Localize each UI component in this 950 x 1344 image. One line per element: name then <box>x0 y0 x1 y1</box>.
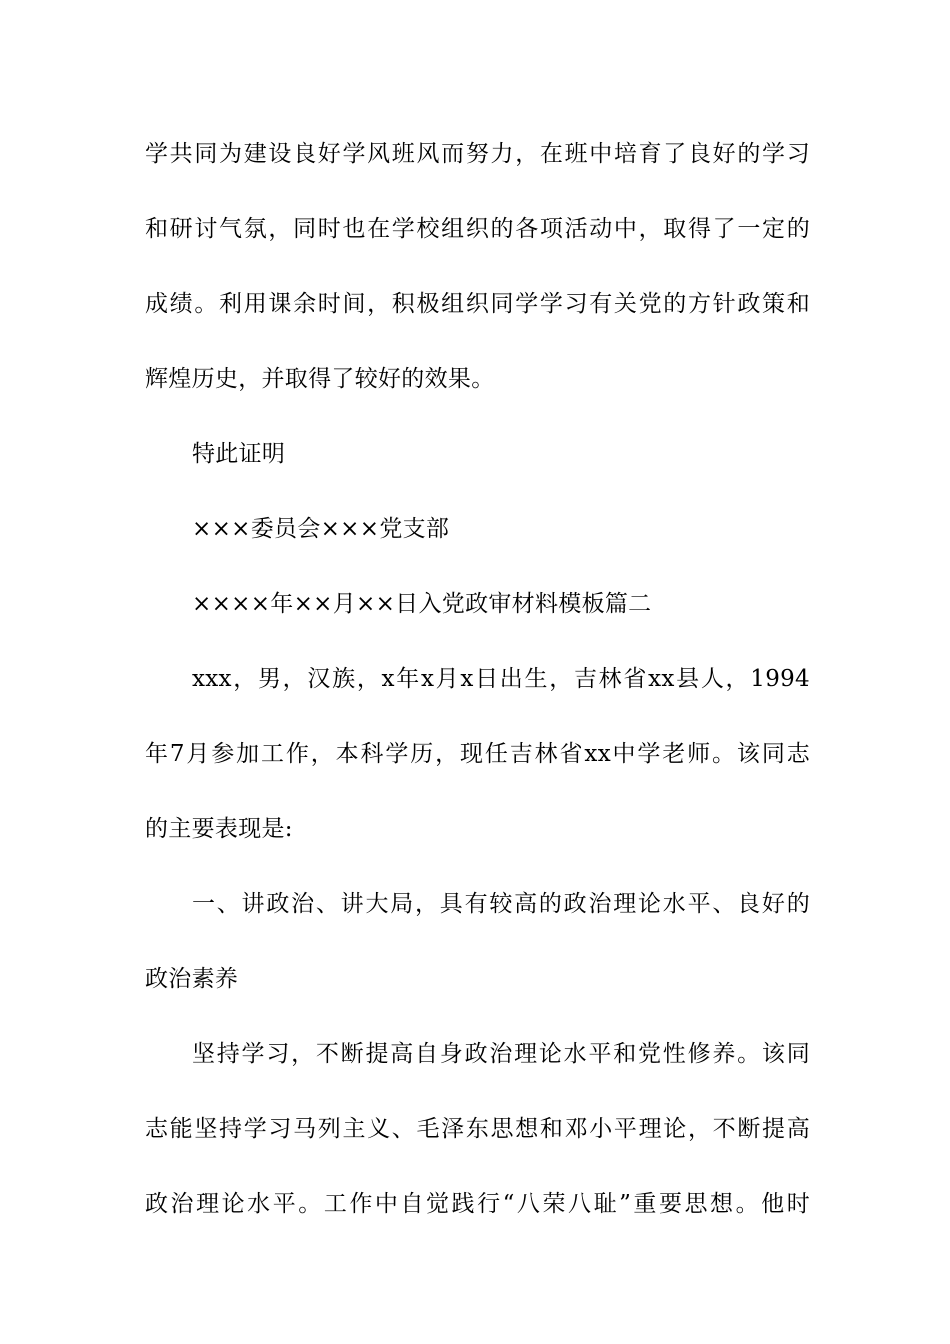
paragraph-line: 的主要表现是: <box>145 816 293 842</box>
paragraph-line: 志能坚持学习马列主义、毛泽东思想和邓小平理论，不断提高 <box>145 1116 810 1142</box>
paragraph-line: 坚持学习，不断提高自身政治理论水平和党性修养。该同 <box>192 1041 810 1067</box>
paragraph-line: 和研讨气氛，同时也在学校组织的各项活动中，取得了一定的 <box>145 216 810 242</box>
certification-phrase: 特此证明 <box>192 441 286 467</box>
document-body <box>145 128 810 1253</box>
date-and-section-title: ××××年××月××日入党政审材料模板篇二 <box>192 591 652 617</box>
section-heading: 一、讲政治、讲大局，具有较高的政治理论水平、良好的 <box>192 891 810 917</box>
paragraph-line: 年7月参加工作，本科学历，现任吉林省xx中学老师。该同志 <box>145 741 810 767</box>
section-heading: 政治素养 <box>145 966 239 992</box>
paragraph-line: 辉煌历史，并取得了较好的效果。 <box>145 366 495 392</box>
paragraph-line: 学共同为建设良好学风班风而努力，在班中培育了良好的学习 <box>145 141 810 167</box>
paragraph-line: 政治理论水平。工作中自觉践行“八荣八耻”重要思想。他时 <box>145 1191 810 1217</box>
paragraph-line: 成绩。利用课余时间，积极组织同学学习有关党的方针政策和 <box>145 291 810 317</box>
paragraph-line: xxx，男，汉族，x年x月x日出生，吉林省xx县人，1994 <box>192 666 810 692</box>
issuing-organization: ×××委员会×××党支部 <box>192 516 450 542</box>
